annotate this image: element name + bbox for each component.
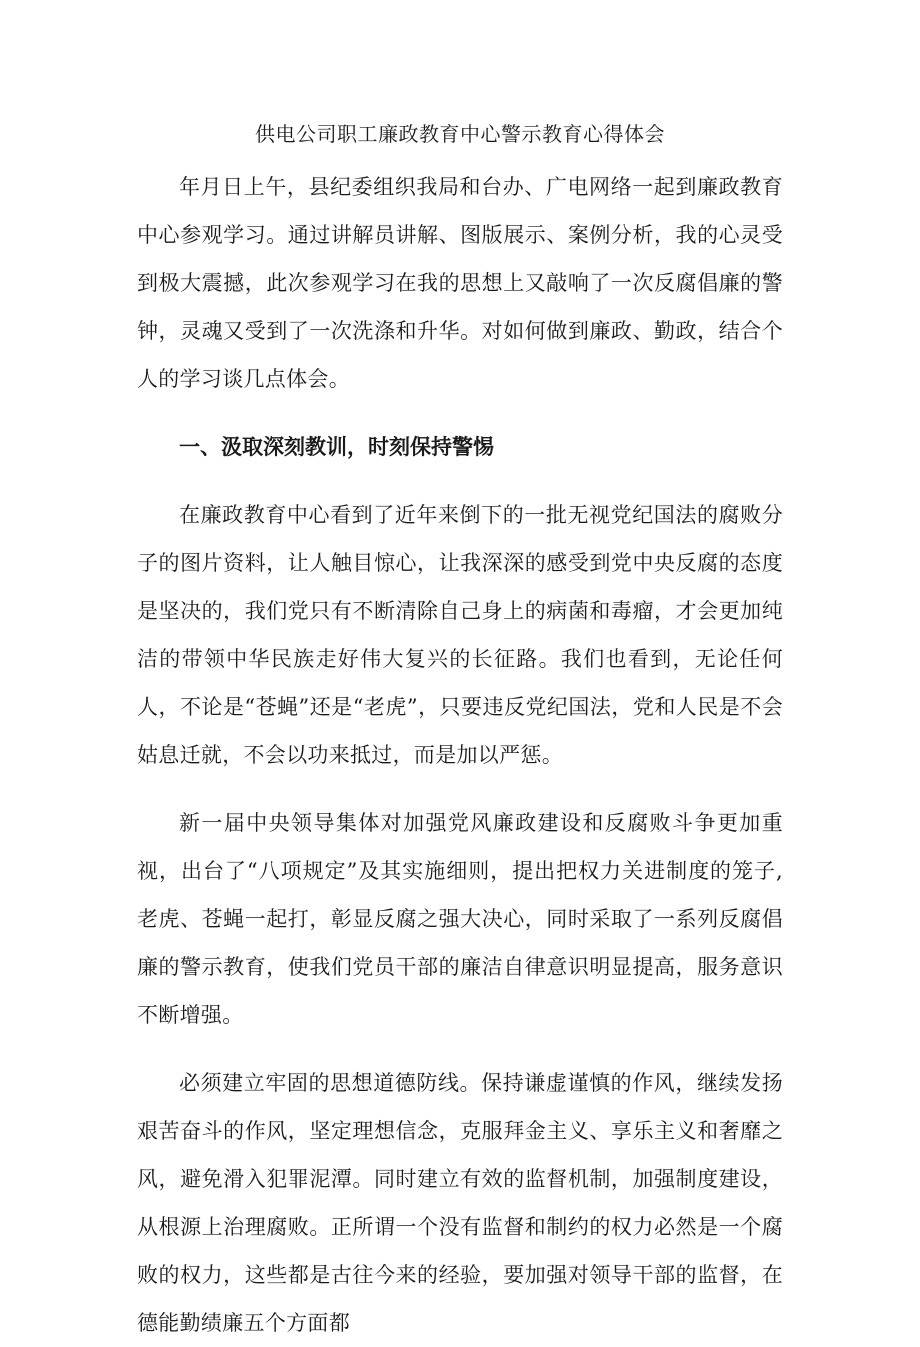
paragraph-gap [137, 403, 783, 423]
paragraph-body-3: 必须建立牢固的思想道德防线。保持谦虚谨慎的作风，继续发扬艰苦奋斗的作风，坚定理想信念，克服拜金主义、享乐主义和奢靡之风，避免滑入犯罪泥潭。同时建立有效的监督机制，加强制度建设，从根源上治理腐败。正所谓一个没有监督和制约的权力必然是一个腐败的权力，这些都是古往今来的经验，要加强对领导干部的监督，在德能勤绩廉五个方面都 [137, 1071, 783, 1335]
paragraph-body-2: 新一届中央领导集体对加强党风廉政建设和反腐败斗争更加重视，出台了“八项规定”及其实施细则，提出把权力关进制度的笼子,老虎、苍蝇一起打，彰显反腐之强大决心，同时采取了一系列反腐倡廉的警示教育，使我们党员干部的廉洁自律意识明显提高，服务意识不断增强。 [137, 811, 783, 1027]
document-body [137, 163, 783, 1347]
paragraph-body-1: 在廉政教育中心看到了近年来倒下的一批无视党纪国法的腐败分子的图片资料，让人触目惊心，让我深深的感受到党中央反腐的态度是坚决的，我们党只有不断清除自己身上的病菌和毒瘤，才会更加纯洁的带领中华民族走好伟大复兴的长征路。我们也看到，无论任何人，不论是“苍蝇”还是“老虎”，只要违反党纪国法，党和人民是不会姑息迁就，不会以功来抵过，而是加以严惩。 [137, 503, 783, 767]
section-heading: 一、汲取深刻教训，时刻保持警惕 [179, 435, 494, 459]
paragraph-gap [137, 779, 783, 799]
paragraph-intro: 年月日上午，县纪委组织我局和台办、广电网络一起到廉政教育中心参观学习。通过讲解员讲解、图版展示、案例分析，我的心灵受到极大震撼，此次参观学习在我的思想上又敲响了一次反腐倡廉的警钟，灵魂又受到了一次洗涤和升华。对如何做到廉政、勤政，结合个人的学习谈几点体会。 [137, 175, 783, 391]
paragraph-gap [137, 1039, 783, 1059]
document-title: 供电公司职工廉政教育中心警示教育心得体会 [255, 122, 665, 146]
paragraph-gap [137, 471, 783, 491]
